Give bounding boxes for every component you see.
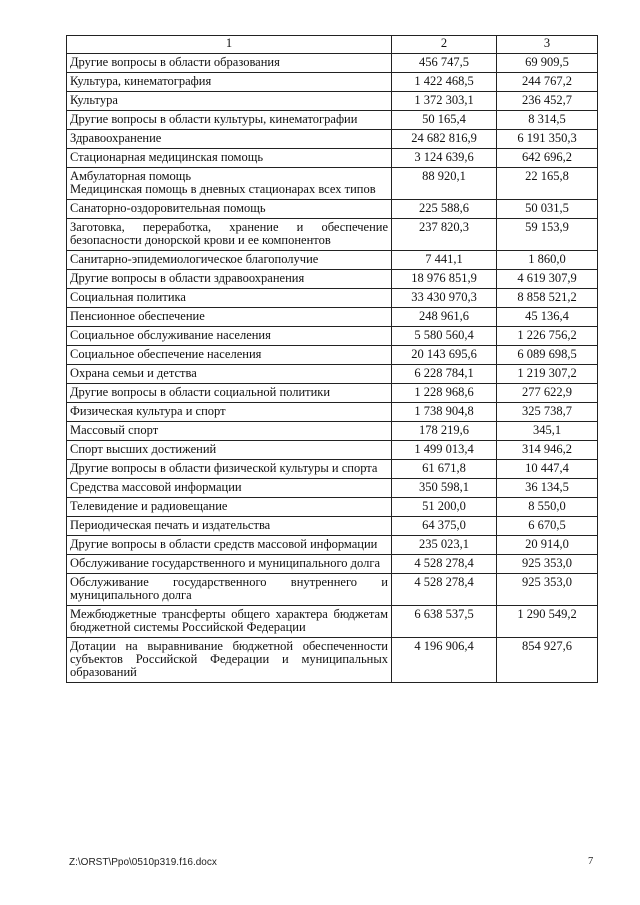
row-value-col3: 4 619 307,9 (497, 270, 598, 289)
table-row (67, 111, 598, 130)
row-value-col2: 6 228 784,1 (392, 365, 497, 384)
row-value-col3: 6 670,5 (497, 517, 598, 536)
row-value-col2: 178 219,6 (392, 422, 497, 441)
footer-file-path: Z:\ORST\Ppo\0510p319.f16.docx (69, 857, 217, 868)
row-label: Амбулаторная помощь Медицинская помощь в дневных стационарах всех типов (67, 168, 392, 200)
row-value-col2: 1 499 013,4 (392, 441, 497, 460)
row-label: Спорт высших достижений (67, 441, 392, 460)
column-header-2: 2 (392, 36, 497, 54)
row-value-col3: 642 696,2 (497, 149, 598, 168)
table-row (67, 168, 598, 200)
row-value-col2: 3 124 639,6 (392, 149, 497, 168)
row-value-col2: 248 961,6 (392, 308, 497, 327)
row-label: Средства массовой информации (67, 479, 392, 498)
row-label: Санитарно-эпидемиологическое благополучие (67, 251, 392, 270)
row-value-col2: 235 023,1 (392, 536, 497, 555)
row-label: Другие вопросы в области средств массовой информации (67, 536, 392, 555)
row-value-col3: 325 738,7 (497, 403, 598, 422)
row-value-col2: 64 375,0 (392, 517, 497, 536)
row-value-col2: 20 143 695,6 (392, 346, 497, 365)
row-value-col2: 6 638 537,5 (392, 606, 497, 638)
row-value-col3: 277 622,9 (497, 384, 598, 403)
row-value-col3: 236 452,7 (497, 92, 598, 111)
row-value-col2: 50 165,4 (392, 111, 497, 130)
row-value-col3: 69 909,5 (497, 54, 598, 73)
row-value-col2: 18 976 851,9 (392, 270, 497, 289)
row-value-col3: 854 927,6 (497, 638, 598, 683)
row-label: Другие вопросы в области культуры, кинематографии (67, 111, 392, 130)
row-label: Обслуживание государственного внутреннего и муниципального долга (67, 574, 392, 606)
row-value-col2: 1 372 303,1 (392, 92, 497, 111)
table-row (67, 219, 598, 251)
table-row (67, 54, 598, 73)
table-row (67, 289, 598, 308)
row-value-col2: 24 682 816,9 (392, 130, 497, 149)
row-value-col3: 45 136,4 (497, 308, 598, 327)
row-value-col3: 20 914,0 (497, 536, 598, 555)
row-label: Физическая культура и спорт (67, 403, 392, 422)
row-label: Здравоохранение (67, 130, 392, 149)
table-header-row (67, 36, 598, 54)
row-label: Другие вопросы в области здравоохранения (67, 270, 392, 289)
row-label: Санаторно-оздоровительная помощь (67, 200, 392, 219)
row-value-col2: 237 820,3 (392, 219, 497, 251)
table-row (67, 384, 598, 403)
table-body (67, 36, 598, 683)
row-label: Охрана семьи и детства (67, 365, 392, 384)
table-row (67, 308, 598, 327)
row-value-col2: 4 196 906,4 (392, 638, 497, 683)
row-value-col3: 1 860,0 (497, 251, 598, 270)
table-row (67, 460, 598, 479)
row-value-col2: 4 528 278,4 (392, 574, 497, 606)
row-value-col2: 7 441,1 (392, 251, 497, 270)
row-label: Периодическая печать и издательства (67, 517, 392, 536)
row-label: Стационарная медицинская помощь (67, 149, 392, 168)
table-row (67, 73, 598, 92)
row-label: Другие вопросы в области физической культуры и спорта (67, 460, 392, 479)
column-header-1: 1 (67, 36, 392, 54)
row-value-col3: 8 858 521,2 (497, 289, 598, 308)
row-value-col3: 36 134,5 (497, 479, 598, 498)
row-value-col3: 244 767,2 (497, 73, 598, 92)
row-label: Заготовка, переработка, хранение и обеспечение безопасности донорской крови и ее компонентов (67, 219, 392, 251)
row-label: Межбюджетные трансферты общего характера бюджетам бюджетной системы Российской Федерации (67, 606, 392, 638)
table-row (67, 441, 598, 460)
table-row (67, 92, 598, 111)
row-value-col3: 8 550,0 (497, 498, 598, 517)
row-value-col3: 314 946,2 (497, 441, 598, 460)
row-value-col3: 6 191 350,3 (497, 130, 598, 149)
row-label: Социальное обеспечение населения (67, 346, 392, 365)
row-value-col2: 4 528 278,4 (392, 555, 497, 574)
row-value-col2: 88 920,1 (392, 168, 497, 200)
row-value-col3: 1 219 307,2 (497, 365, 598, 384)
row-value-col3: 22 165,8 (497, 168, 598, 200)
row-value-col2: 225 588,6 (392, 200, 497, 219)
row-value-col2: 51 200,0 (392, 498, 497, 517)
row-label: Социальная политика (67, 289, 392, 308)
row-label: Другие вопросы в области образования (67, 54, 392, 73)
table-row (67, 130, 598, 149)
row-value-col3: 50 031,5 (497, 200, 598, 219)
row-value-col3: 8 314,5 (497, 111, 598, 130)
row-label: Другие вопросы в области социальной политики (67, 384, 392, 403)
page-number: 7 (588, 856, 594, 867)
table-row (67, 200, 598, 219)
table-row (67, 365, 598, 384)
table-row (67, 327, 598, 346)
row-value-col3: 59 153,9 (497, 219, 598, 251)
column-header-3: 3 (497, 36, 598, 54)
row-value-col2: 1 228 968,6 (392, 384, 497, 403)
row-label: Культура, кинематография (67, 73, 392, 92)
row-label: Телевидение и радиовещание (67, 498, 392, 517)
row-value-col2: 5 580 560,4 (392, 327, 497, 346)
row-value-col2: 61 671,8 (392, 460, 497, 479)
row-label: Культура (67, 92, 392, 111)
table-row (67, 251, 598, 270)
row-value-col2: 1 738 904,8 (392, 403, 497, 422)
table-row (67, 517, 598, 536)
row-value-col2: 456 747,5 (392, 54, 497, 73)
table-row (67, 403, 598, 422)
table-row (67, 346, 598, 365)
row-value-col2: 350 598,1 (392, 479, 497, 498)
table-row (67, 479, 598, 498)
row-value-col2: 33 430 970,3 (392, 289, 497, 308)
table-row (67, 555, 598, 574)
table-row (67, 606, 598, 638)
row-value-col3: 1 290 549,2 (497, 606, 598, 638)
table-row (67, 270, 598, 289)
row-value-col3: 925 353,0 (497, 555, 598, 574)
row-label: Массовый спорт (67, 422, 392, 441)
row-value-col3: 6 089 698,5 (497, 346, 598, 365)
row-label: Социальное обслуживание населения (67, 327, 392, 346)
row-value-col3: 925 353,0 (497, 574, 598, 606)
row-value-col3: 345,1 (497, 422, 598, 441)
table-row (67, 638, 598, 683)
table-row (67, 422, 598, 441)
table-row (67, 574, 598, 606)
row-label: Пенсионное обеспечение (67, 308, 392, 327)
row-label: Дотации на выравнивание бюджетной обеспеченности субъектов Российской Федерации и муниципальных образований (67, 638, 392, 683)
table-row (67, 536, 598, 555)
row-value-col3: 10 447,4 (497, 460, 598, 479)
table-row (67, 149, 598, 168)
table-row (67, 498, 598, 517)
row-value-col2: 1 422 468,5 (392, 73, 497, 92)
row-value-col3: 1 226 756,2 (497, 327, 598, 346)
row-label: Обслуживание государственного и муниципального долга (67, 555, 392, 574)
budget-table (66, 35, 598, 683)
